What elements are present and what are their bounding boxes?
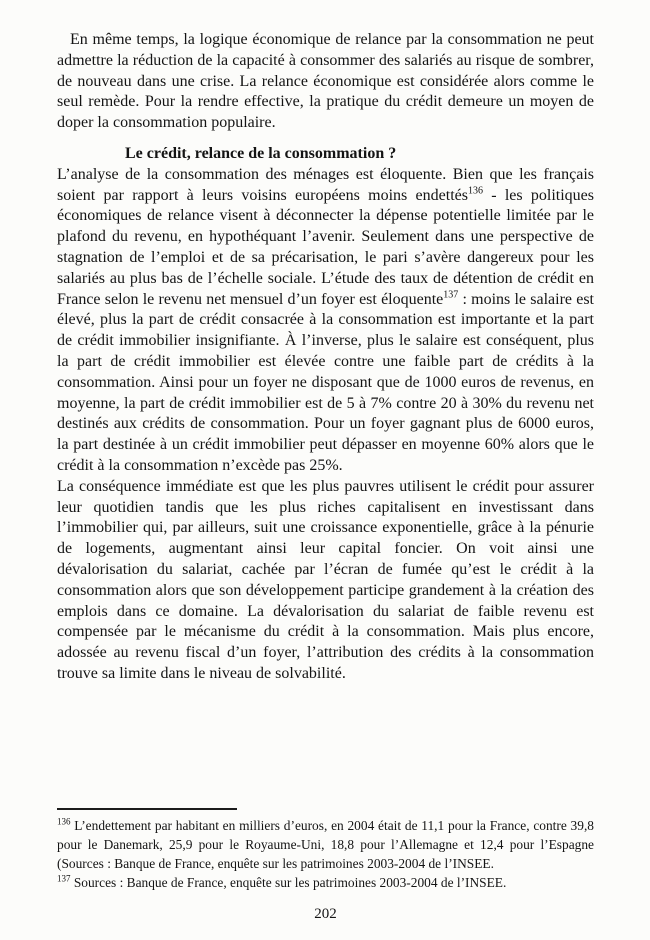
footnote-136-text: L’endettement par habitant en milliers d’euros, en 2004 était de 11,1 pour la France, contre 39,8 pour le Danemark, 25,9 pour le Royaume-Uni, 18,8 pour l’Allemagne et 12,4 pour l’Espagne (Sources : Banque de France, enquête sur les patrimoines 2003-2004 de l’INSEE. <box>57 818 594 871</box>
paragraph-1: En même temps, la logique économique de relance par la consommation ne peut admettre la réduction de la capacité à consommer des salariés au risque de sombrer, de nouveau dans une crise. La relance économique est considérée alors comme le seul remède. Pour la rendre effective, la pratique du crédit demeure un moyen de doper la consommation populaire. <box>57 31 594 132</box>
page-number: 202 <box>314 905 337 922</box>
paragraph-3: La conséquence immédiate est que les plus pauvres utilisent le crédit pour assurer leur quotidien tandis que les plus riches capitalisent en investissant dans l’immobilier qui, par ailleurs, suit une croissance exponentielle, grâce à la pénurie de logements, augmentant ainsi leur capital foncier. On voit ainsi une dévalorisation du salariat, cachée par l’écran de fumée qu’est le crédit à la consommation alors que son développement participe grandement à la création des emplois dans ce domaine. La dévalorisation du salariat de faible revenu est compensée par le mécanisme du crédit à la consommation. Mais plus encore, adossée au revenu fiscal d’un foyer, l’attribution des crédits à la consommation trouve sa limite dans le niveau de solvabilité. <box>57 477 594 682</box>
paragraph-2-text-c: : moins le salaire est élevé, plus la part de crédit consacrée à la consommation est importante et la part de crédit immobilier insignifiante. À l’inverse, plus le salaire est conséquent, plus la part de crédit immobilier est élevée contre une faible part de crédits à la consommation. Ainsi pour un foyer ne disposant que de 1000 euros de revenus, en moyenne, la part de crédit immobilier est de 5 à 7% contre 20 à 30% du revenu net destinés aux crédits de consommation. Pour un foyer gagnant plus de 6000 euros, la part destinée à un crédit immobilier peut dépasser en moyenne 60% alors que le crédit à la consommation n’excède pas 25%. <box>57 290 594 474</box>
footnote-ref-137: 137 <box>443 289 459 301</box>
footnote-137 <box>57 874 594 893</box>
paragraph-2-text-b: - les politiques économiques de relance visent à déconnecter la dépense potentielle limitée par le plafond du revenu, en hypothéquant l’avenir. Seulement dans une perspective de stagnation de l’emploi et de sa précarisation, le pari s’avère dangereux pour les salariés au plus bas de l’échelle sociale. L’étude des taux de détention de crédit en France selon le revenu net mensuel d’un foyer est éloquente <box>57 186 594 308</box>
footnote-separator <box>57 808 237 810</box>
whitespace-spacer <box>57 685 594 801</box>
footnote-137-text: Sources : Banque de France, enquête sur les patrimoines 2003-2004 de l’INSEE. <box>70 874 507 890</box>
footnotes-section <box>57 808 594 892</box>
footnote-137-number: 137 <box>57 873 71 884</box>
footnote-ref-136: 136 <box>467 185 483 197</box>
section-heading: Le crédit, relance de la consommation ? <box>125 144 397 162</box>
footnote-136-number: 136 <box>57 816 71 827</box>
footnote-136 <box>57 817 594 873</box>
body-text <box>57 30 594 685</box>
paragraph-2 <box>57 165 594 477</box>
paragraph-2-text-a: L’analyse de la consommation des ménages est éloquente. Bien que les français soient par rapport à leurs voisins européens moins endettés <box>57 165 594 204</box>
